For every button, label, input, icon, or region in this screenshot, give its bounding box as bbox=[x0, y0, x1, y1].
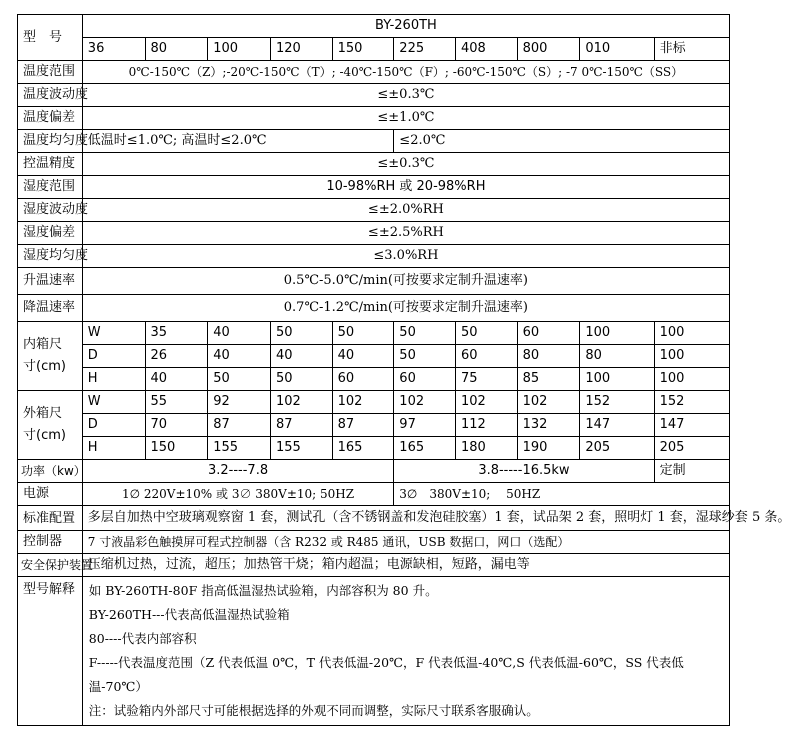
row-value: 0℃-150℃（Z）;-20℃-150℃（T）; -40℃-150℃（F）; -60℃-150℃（S）; -7 0℃-150℃（SS） bbox=[82, 61, 729, 84]
inner-size-label-line1: 内箱尺 bbox=[23, 337, 63, 352]
size-cell: 155 bbox=[208, 437, 271, 460]
row-value: ≤±1.0℃ bbox=[82, 107, 729, 130]
size-cell: 50 bbox=[208, 368, 271, 391]
size-cell: 102 bbox=[394, 391, 456, 414]
row-value: ≤3.0%RH bbox=[82, 245, 729, 268]
size-cell: 70 bbox=[145, 414, 208, 437]
outer-size-label bbox=[18, 391, 83, 460]
size-cell: 152 bbox=[654, 391, 729, 414]
size-cell: 60 bbox=[332, 368, 394, 391]
variant-cell: 800 bbox=[517, 38, 580, 61]
spec-row-temp-uniform bbox=[18, 130, 730, 153]
inner-size-label-line2: 寸(cm) bbox=[23, 359, 66, 374]
size-cell: 50 bbox=[455, 322, 517, 345]
row-label: 升温速率 bbox=[18, 268, 83, 295]
variant-cell: 100 bbox=[208, 38, 271, 61]
spec-row-hum-dev bbox=[18, 222, 730, 245]
explain-line: BY-260TH---代表高低温湿热试验箱 bbox=[88, 607, 290, 622]
supply-low: 1∅ 220V±10% 或 3∅ 380V±10; 50HZ bbox=[82, 483, 394, 506]
row-label: 湿度范围 bbox=[18, 176, 83, 199]
row-value-low: 低温时≤1.0℃; 高温时≤2.0℃ bbox=[82, 130, 394, 153]
row-label: 温度均匀度 bbox=[18, 130, 83, 153]
size-cell: 152 bbox=[580, 391, 654, 414]
variant-cell: 010 bbox=[580, 38, 654, 61]
outer-size-row-h bbox=[18, 437, 730, 460]
size-cell: 50 bbox=[270, 368, 332, 391]
outer-size-label-line2: 寸(cm) bbox=[23, 428, 66, 443]
size-cell: 180 bbox=[455, 437, 517, 460]
size-cell: 50 bbox=[332, 322, 394, 345]
row-label: 湿度均匀度 bbox=[18, 245, 83, 268]
safety-row bbox=[18, 554, 730, 577]
size-cell: 85 bbox=[517, 368, 580, 391]
spec-row-temp-dev bbox=[18, 107, 730, 130]
standard-value: 多层自加热中空玻璃观察窗 1 套，测试孔（含不锈钢盖和发泡硅胶塞）1 套，试品架 2 套，照明灯 1 套，湿球纱套 5 条。 bbox=[82, 506, 729, 531]
power-row bbox=[18, 460, 730, 483]
size-cell: 132 bbox=[517, 414, 580, 437]
supply-row bbox=[18, 483, 730, 506]
row-value: ≤±2.0%RH bbox=[82, 199, 729, 222]
row-label: 控温精度 bbox=[18, 153, 83, 176]
dim-cell: W bbox=[82, 391, 145, 414]
inner-size-row-d bbox=[18, 345, 730, 368]
power-custom: 定制 bbox=[654, 460, 729, 483]
size-cell: 100 bbox=[654, 368, 729, 391]
inner-size-row-h bbox=[18, 368, 730, 391]
variant-cell: 80 bbox=[145, 38, 208, 61]
size-cell: 205 bbox=[580, 437, 654, 460]
outer-size-label-line1: 外箱尺 bbox=[23, 406, 63, 421]
size-cell: 87 bbox=[208, 414, 271, 437]
size-cell: 40 bbox=[208, 345, 271, 368]
row-value-high: ≤2.0℃ bbox=[394, 130, 730, 153]
size-cell: 80 bbox=[517, 345, 580, 368]
variant-cell: 36 bbox=[82, 38, 145, 61]
power-high: 3.8-----16.5kw bbox=[394, 460, 654, 483]
variant-cell: 120 bbox=[270, 38, 332, 61]
size-cell: 26 bbox=[145, 345, 208, 368]
spec-row-hum-uniform bbox=[18, 245, 730, 268]
row-value: ≤±0.3℃ bbox=[82, 153, 729, 176]
size-cell: 112 bbox=[455, 414, 517, 437]
outer-size-row-w bbox=[18, 391, 730, 414]
size-cell: 205 bbox=[654, 437, 729, 460]
size-cell: 50 bbox=[270, 322, 332, 345]
controller-label: 控制器 bbox=[18, 531, 83, 554]
row-label: 温度偏差 bbox=[18, 107, 83, 130]
size-cell: 92 bbox=[208, 391, 271, 414]
size-cell: 40 bbox=[270, 345, 332, 368]
row-value: ≤±2.5%RH bbox=[82, 222, 729, 245]
model-name: BY-260TH bbox=[82, 15, 729, 38]
dim-cell: D bbox=[82, 345, 145, 368]
row-value: 0.7℃-1.2℃/min(可按要求定制升温速率) bbox=[82, 295, 729, 322]
variant-cell: 225 bbox=[394, 38, 456, 61]
size-cell: 40 bbox=[332, 345, 394, 368]
size-cell: 147 bbox=[654, 414, 729, 437]
size-cell: 50 bbox=[394, 345, 456, 368]
explain-value bbox=[82, 577, 729, 726]
spec-table bbox=[17, 14, 790, 726]
standard-label: 标准配置 bbox=[18, 506, 83, 531]
size-cell: 60 bbox=[517, 322, 580, 345]
size-cell: 100 bbox=[580, 368, 654, 391]
spec-row-heat-rate bbox=[18, 268, 730, 295]
size-cell: 102 bbox=[455, 391, 517, 414]
outer-size-row-d bbox=[18, 414, 730, 437]
size-cell: 150 bbox=[145, 437, 208, 460]
size-cell: 100 bbox=[654, 345, 729, 368]
size-cell: 155 bbox=[270, 437, 332, 460]
supply-high: 3∅ 380V±10; 50HZ bbox=[394, 483, 730, 506]
size-cell: 60 bbox=[455, 345, 517, 368]
row-label: 温度波动度 bbox=[18, 84, 83, 107]
row-value: ≤±0.3℃ bbox=[82, 84, 729, 107]
size-cell: 60 bbox=[394, 368, 456, 391]
spec-row-cool-rate bbox=[18, 295, 730, 322]
standard-row bbox=[18, 506, 730, 531]
size-cell: 102 bbox=[332, 391, 394, 414]
row-value: 10-98%RH 或 20-98%RH bbox=[82, 176, 729, 199]
safety-label: 安全保护装置 bbox=[18, 554, 83, 577]
spec-row-hum-range bbox=[18, 176, 730, 199]
dim-cell: W bbox=[82, 322, 145, 345]
size-cell: 190 bbox=[517, 437, 580, 460]
inner-size-label bbox=[18, 322, 83, 391]
row-label: 湿度波动度 bbox=[18, 199, 83, 222]
power-label: 功率（kw） bbox=[18, 460, 83, 483]
variant-row bbox=[18, 38, 730, 61]
size-cell: 50 bbox=[394, 322, 456, 345]
size-cell: 100 bbox=[654, 322, 729, 345]
supply-label: 电源 bbox=[18, 483, 83, 506]
safety-value: 压缩机过热，过流，超压；加热管干烧；箱内超温；电源缺相，短路，漏电等 bbox=[82, 554, 729, 577]
explain-label: 型号解释 bbox=[18, 577, 83, 726]
variant-cell: 150 bbox=[332, 38, 394, 61]
explain-line: F-----代表温度范围（Z 代表低温 0℃，T 代表低温-20℃，F 代表低温-40℃,S 代表低温-60℃，SS 代表低温-70℃） bbox=[88, 655, 684, 694]
explain-line: 如 BY-260TH-80F 指高低温湿热试验箱，内部容积为 80 升。 bbox=[88, 583, 438, 598]
size-cell: 165 bbox=[394, 437, 456, 460]
size-cell: 87 bbox=[332, 414, 394, 437]
spec-row-ctrl-precision bbox=[18, 153, 730, 176]
explain-line: 80----代表内部容积 bbox=[88, 631, 197, 646]
explain-line: 注：试验箱内外部尺寸可能根据选择的外观不同而调整，实际尺寸联系客服确认。 bbox=[88, 703, 539, 718]
size-cell: 87 bbox=[270, 414, 332, 437]
variant-cell: 非标 bbox=[654, 38, 729, 61]
row-label: 湿度偏差 bbox=[18, 222, 83, 245]
controller-row bbox=[18, 531, 730, 554]
size-cell: 35 bbox=[145, 322, 208, 345]
size-cell: 40 bbox=[145, 368, 208, 391]
spec-row-hum-fluct bbox=[18, 199, 730, 222]
size-cell: 100 bbox=[580, 322, 654, 345]
size-cell: 97 bbox=[394, 414, 456, 437]
header-row bbox=[18, 15, 730, 38]
explain-row bbox=[18, 577, 730, 726]
row-value: 0.5℃-5.0℃/min(可按要求定制升温速率) bbox=[82, 268, 729, 295]
power-low: 3.2----7.8 bbox=[82, 460, 394, 483]
controller-value: 7 寸液晶彩色触摸屏可程式控制器（含 R232 或 R485 通讯，USB 数据口，网口（选配） bbox=[82, 531, 729, 554]
size-cell: 55 bbox=[145, 391, 208, 414]
spec-row-temp-fluct bbox=[18, 84, 730, 107]
size-cell: 40 bbox=[208, 322, 271, 345]
dim-cell: H bbox=[82, 368, 145, 391]
size-cell: 102 bbox=[270, 391, 332, 414]
size-cell: 102 bbox=[517, 391, 580, 414]
spec-row-temp-range bbox=[18, 61, 730, 84]
size-cell: 147 bbox=[580, 414, 654, 437]
dim-cell: D bbox=[82, 414, 145, 437]
size-cell: 165 bbox=[332, 437, 394, 460]
variant-cell: 408 bbox=[455, 38, 517, 61]
size-cell: 75 bbox=[455, 368, 517, 391]
dim-cell: H bbox=[82, 437, 145, 460]
size-cell: 80 bbox=[580, 345, 654, 368]
inner-size-row-w bbox=[18, 322, 730, 345]
row-label: 温度范围 bbox=[18, 61, 83, 84]
row-label: 降温速率 bbox=[18, 295, 83, 322]
model-label: 型 号 bbox=[18, 15, 83, 61]
